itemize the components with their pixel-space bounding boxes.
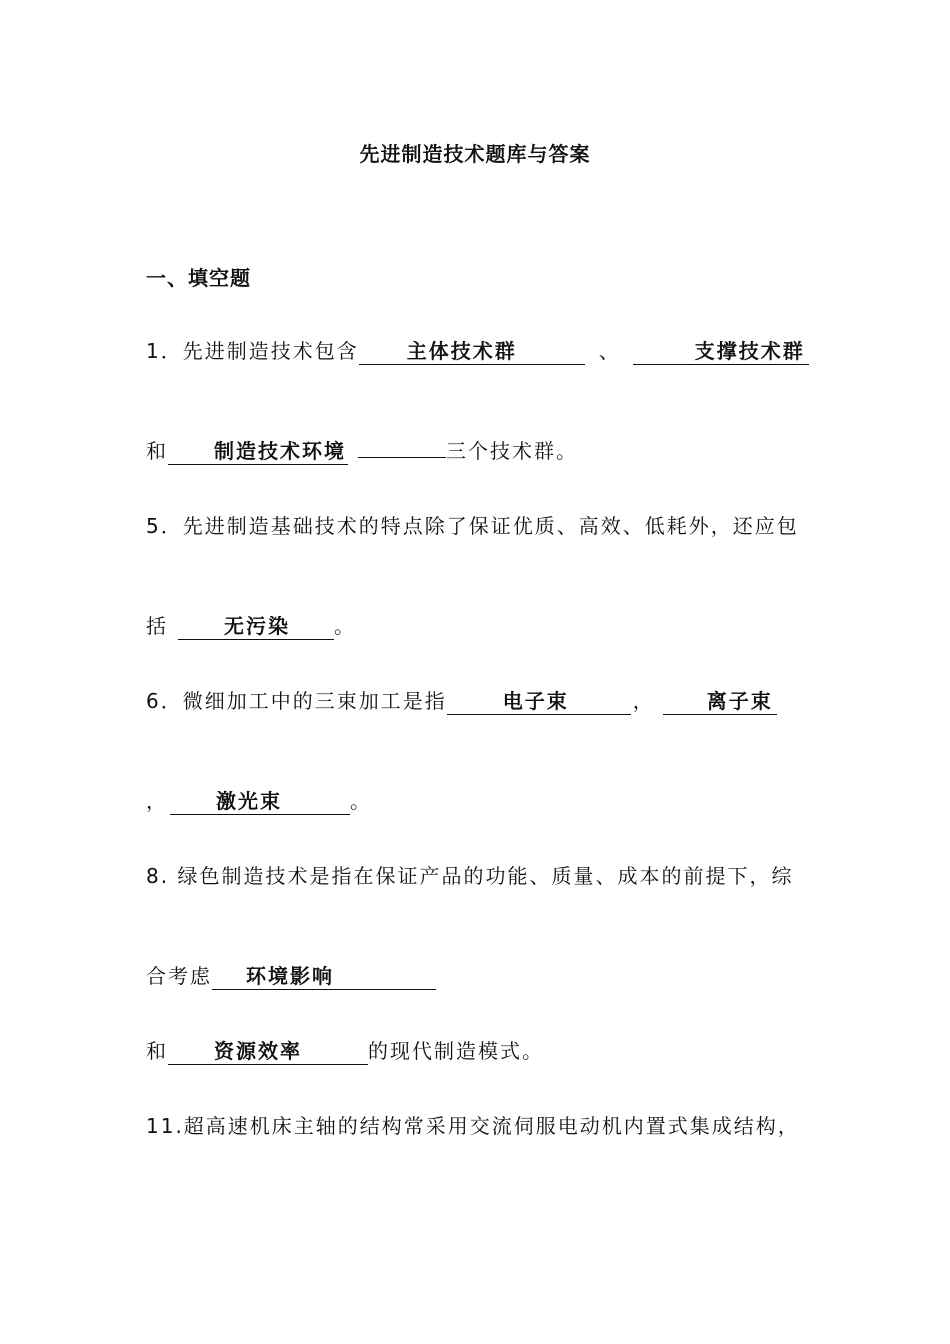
q6-blank-2 bbox=[663, 688, 777, 715]
q1-line-1 bbox=[146, 337, 809, 365]
page-title: 先进制造技术题库与答案 bbox=[359, 142, 591, 166]
q8-answer-2: 资源效率 bbox=[214, 1039, 302, 1063]
q11-line-1 bbox=[146, 1112, 800, 1140]
q6-blank-1 bbox=[447, 688, 631, 715]
q5-text: 5．先进制造基础技术的特点除了保证优质、高效、低耗外，还应包 bbox=[146, 514, 799, 538]
q1-prefix: 1．先进制造技术包含 bbox=[146, 339, 359, 363]
q6-cont-prefix: ， bbox=[146, 789, 168, 813]
q1-answer-1: 主体技术群 bbox=[406, 339, 517, 363]
q6-suffix: 。 bbox=[350, 789, 372, 813]
q1-blank-3-tail bbox=[358, 457, 446, 458]
q6-separator: ， bbox=[632, 689, 655, 713]
q6-answer-1: 电子束 bbox=[502, 689, 569, 713]
q1-answer-2: 支撑技术群 bbox=[694, 339, 805, 363]
q8-line-2 bbox=[146, 962, 436, 990]
q8-line-3-prefix: 和 bbox=[146, 1039, 168, 1063]
q1-blank-3 bbox=[168, 438, 348, 465]
q1-answer-3: 制造技术环境 bbox=[214, 439, 346, 463]
q8-blank-1 bbox=[212, 963, 436, 990]
q8-line-3 bbox=[146, 1037, 544, 1065]
q5-line-1 bbox=[146, 512, 799, 540]
q1-cont-prefix: 和 bbox=[146, 439, 168, 463]
q6-line-1 bbox=[146, 687, 777, 715]
q8-line-2-prefix: 合考虑 bbox=[146, 964, 212, 988]
q1-line-2 bbox=[146, 437, 578, 465]
q6-line-2 bbox=[146, 787, 372, 815]
section-heading: 一、填空题 bbox=[146, 266, 251, 290]
q5-line-2 bbox=[146, 612, 356, 640]
q5-cont-prefix: 括 bbox=[146, 614, 168, 638]
q8-answer-1: 环境影响 bbox=[246, 964, 334, 988]
q1-suffix: 三个技术群。 bbox=[446, 439, 578, 463]
q1-blank-1 bbox=[359, 338, 585, 365]
q6-prefix: 6．微细加工中的三束加工是指 bbox=[146, 689, 447, 713]
q6-answer-2: 离子束 bbox=[706, 689, 773, 713]
q8-text: 8. 绿色制造技术是指在保证产品的功能、质量、成本的前提下，综 bbox=[146, 864, 794, 888]
q1-blank-2 bbox=[633, 338, 809, 365]
q11-text: 11.超高速机床主轴的结构常采用交流伺服电动机内置式集成结构， bbox=[146, 1114, 800, 1138]
q5-answer-1: 无污染 bbox=[224, 614, 290, 638]
q8-suffix: 的现代制造模式。 bbox=[368, 1039, 544, 1063]
q5-suffix: 。 bbox=[334, 614, 356, 638]
q8-blank-2 bbox=[168, 1038, 368, 1065]
q6-answer-3: 激光束 bbox=[216, 789, 282, 813]
q8-line-1 bbox=[146, 862, 793, 890]
q1-separator: 、 bbox=[598, 339, 621, 363]
q6-blank-3 bbox=[170, 788, 350, 815]
q5-blank-1 bbox=[178, 613, 334, 640]
